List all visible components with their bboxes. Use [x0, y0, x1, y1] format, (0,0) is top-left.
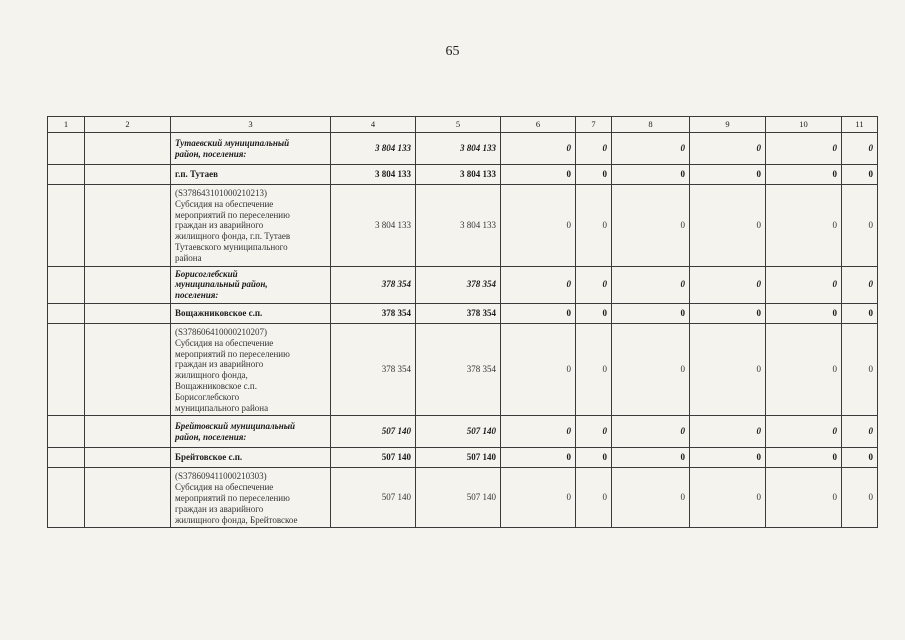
empty-cell-col1 [48, 416, 85, 448]
value-cell-col11: 0 [842, 416, 878, 448]
column-number-5: 5 [416, 117, 501, 133]
empty-cell-col2 [85, 266, 171, 303]
table-row-subsidy [48, 185, 878, 267]
value-cell-col8: 0 [612, 185, 690, 267]
row-label [171, 468, 331, 528]
value-cell-col8: 0 [612, 416, 690, 448]
row-label-line: граждан из аварийного [175, 220, 264, 231]
value-cell-col4: 378 354 [331, 303, 416, 323]
empty-cell-col2 [85, 416, 171, 448]
value-cell-col10: 0 [766, 266, 842, 303]
value-cell-col5: 378 354 [416, 323, 501, 415]
value-cell-col4: 3 804 133 [331, 185, 416, 267]
row-label-line: Вощажниковское с.п. [175, 380, 257, 391]
table-row-subsidy [48, 468, 878, 528]
value-cell-col9: 0 [690, 165, 766, 185]
empty-cell-col2 [85, 303, 171, 323]
value-cell-col5: 3 804 133 [416, 185, 501, 267]
value-cell-col8: 0 [612, 448, 690, 468]
value-cell-col5: 378 354 [416, 266, 501, 303]
row-label-line: Брейтовское с.п. [175, 452, 243, 463]
row-label-line: района [175, 252, 202, 263]
value-cell-col4: 507 140 [331, 448, 416, 468]
value-cell-col5: 507 140 [416, 416, 501, 448]
value-cell-col11: 0 [842, 468, 878, 528]
value-cell-col10: 0 [766, 133, 842, 165]
row-label-line: жилищного фонда, Брейтовское [175, 514, 298, 525]
empty-cell-col1 [48, 165, 85, 185]
value-cell-col8: 0 [612, 133, 690, 165]
value-cell-col6: 0 [501, 133, 576, 165]
value-cell-col9: 0 [690, 323, 766, 415]
table-row-district [48, 133, 878, 165]
value-cell-col10: 0 [766, 448, 842, 468]
row-label-line: Борисоглебский [175, 268, 238, 279]
row-label [171, 185, 331, 267]
row-label-line: Субсидия на обеспечение [175, 482, 274, 493]
value-cell-col9: 0 [690, 448, 766, 468]
empty-cell-col1 [48, 266, 85, 303]
row-label-line: г.п. Тутаев [175, 169, 218, 180]
row-label-line: муниципальный район, [175, 279, 268, 290]
value-cell-col11: 0 [842, 266, 878, 303]
empty-cell-col1 [48, 133, 85, 165]
column-number-7: 7 [576, 117, 612, 133]
value-cell-col4: 507 140 [331, 468, 416, 528]
row-label-line: жилищного фонда, г.п. Тутаев [175, 231, 291, 242]
value-cell-col6: 0 [501, 185, 576, 267]
row-label-line: муниципального района [175, 402, 269, 413]
value-cell-col7: 0 [576, 165, 612, 185]
row-label-line: жилищного фонда, [175, 370, 248, 381]
value-cell-col7: 0 [576, 416, 612, 448]
table-body [48, 133, 878, 528]
column-number-3: 3 [171, 117, 331, 133]
value-cell-col10: 0 [766, 468, 842, 528]
value-cell-col8: 0 [612, 303, 690, 323]
row-label-line: Субсидия на обеспечение [175, 337, 274, 348]
row-label-line: район, поселения: [175, 148, 247, 159]
value-cell-col7: 0 [576, 133, 612, 165]
value-cell-col6: 0 [501, 303, 576, 323]
table-row-settlement [48, 165, 878, 185]
table-row-district [48, 266, 878, 303]
table-row-subsidy [48, 323, 878, 415]
row-label-line: мероприятий по переселению [175, 209, 290, 220]
table-row-settlement [48, 448, 878, 468]
value-cell-col4: 378 354 [331, 266, 416, 303]
value-cell-col7: 0 [576, 266, 612, 303]
value-cell-col5: 3 804 133 [416, 133, 501, 165]
value-cell-col9: 0 [690, 185, 766, 267]
value-cell-col11: 0 [842, 165, 878, 185]
empty-cell-col1 [48, 468, 85, 528]
value-cell-col5: 378 354 [416, 303, 501, 323]
value-cell-col7: 0 [576, 303, 612, 323]
row-label-line: Борисоглебского [175, 391, 240, 402]
value-cell-col11: 0 [842, 323, 878, 415]
value-cell-col11: 0 [842, 448, 878, 468]
value-cell-col10: 0 [766, 165, 842, 185]
row-label-line: мероприятий по переселению [175, 348, 290, 359]
value-cell-col7: 0 [576, 185, 612, 267]
value-cell-col10: 0 [766, 303, 842, 323]
row-label-line: Тутаевского муниципального [175, 241, 288, 252]
row-label [171, 133, 331, 165]
empty-cell-col1 [48, 323, 85, 415]
value-cell-col7: 0 [576, 448, 612, 468]
column-number-10: 10 [766, 117, 842, 133]
value-cell-col9: 0 [690, 133, 766, 165]
value-cell-col5: 507 140 [416, 448, 501, 468]
empty-cell-col1 [48, 448, 85, 468]
column-number-11: 11 [842, 117, 878, 133]
row-label [171, 266, 331, 303]
value-cell-col5: 507 140 [416, 468, 501, 528]
value-cell-col6: 0 [501, 323, 576, 415]
value-cell-col9: 0 [690, 416, 766, 448]
column-number-4: 4 [331, 117, 416, 133]
value-cell-col6: 0 [501, 416, 576, 448]
row-label-line: мероприятий по переселению [175, 492, 290, 503]
empty-cell-col2 [85, 185, 171, 267]
value-cell-col11: 0 [842, 303, 878, 323]
value-cell-col9: 0 [690, 468, 766, 528]
value-cell-col11: 0 [842, 133, 878, 165]
row-label-line: Субсидия на обеспечение [175, 198, 274, 209]
column-number-1: 1 [48, 117, 85, 133]
row-label-line: Брейтовский муниципальный [175, 421, 295, 432]
column-number-row [48, 117, 878, 133]
row-label-line: (S378609411000210303) [175, 471, 267, 482]
empty-cell-col1 [48, 185, 85, 267]
row-label [171, 448, 331, 468]
row-label [171, 323, 331, 415]
empty-cell-col2 [85, 165, 171, 185]
value-cell-col6: 0 [501, 468, 576, 528]
value-cell-col6: 0 [501, 448, 576, 468]
value-cell-col6: 0 [501, 266, 576, 303]
row-label-line: граждан из аварийного [175, 503, 264, 514]
value-cell-col8: 0 [612, 323, 690, 415]
page-number: 65 [445, 44, 460, 59]
empty-cell-col2 [85, 133, 171, 165]
value-cell-col4: 378 354 [331, 323, 416, 415]
value-cell-col10: 0 [766, 416, 842, 448]
row-label-line: (S378606410000210207) [175, 326, 267, 337]
empty-cell-col2 [85, 323, 171, 415]
value-cell-col8: 0 [612, 165, 690, 185]
value-cell-col4: 3 804 133 [331, 133, 416, 165]
budget-table [47, 116, 878, 528]
value-cell-col6: 0 [501, 165, 576, 185]
value-cell-col4: 507 140 [331, 416, 416, 448]
value-cell-col7: 0 [576, 323, 612, 415]
row-label-line: Вощажниковское с.п. [175, 308, 263, 319]
column-number-2: 2 [85, 117, 171, 133]
value-cell-col8: 0 [612, 266, 690, 303]
value-cell-col11: 0 [842, 185, 878, 267]
column-number-6: 6 [501, 117, 576, 133]
row-label-line: поселения: [175, 290, 219, 301]
value-cell-col8: 0 [612, 468, 690, 528]
column-number-9: 9 [690, 117, 766, 133]
column-number-8: 8 [612, 117, 690, 133]
value-cell-col7: 0 [576, 468, 612, 528]
row-label-line: район, поселения: [175, 431, 247, 442]
row-label [171, 165, 331, 185]
value-cell-col4: 3 804 133 [331, 165, 416, 185]
row-label [171, 303, 331, 323]
value-cell-col10: 0 [766, 323, 842, 415]
value-cell-col9: 0 [690, 266, 766, 303]
row-label-line: граждан из аварийного [175, 359, 264, 370]
table-row-settlement [48, 303, 878, 323]
value-cell-col5: 3 804 133 [416, 165, 501, 185]
value-cell-col9: 0 [690, 303, 766, 323]
empty-cell-col2 [85, 468, 171, 528]
empty-cell-col2 [85, 448, 171, 468]
row-label [171, 416, 331, 448]
row-label-line: Тутаевский муниципальный [175, 137, 290, 148]
empty-cell-col1 [48, 303, 85, 323]
table-row-district [48, 416, 878, 448]
row-label-line: (S378643101000210213) [175, 188, 267, 198]
value-cell-col10: 0 [766, 185, 842, 267]
